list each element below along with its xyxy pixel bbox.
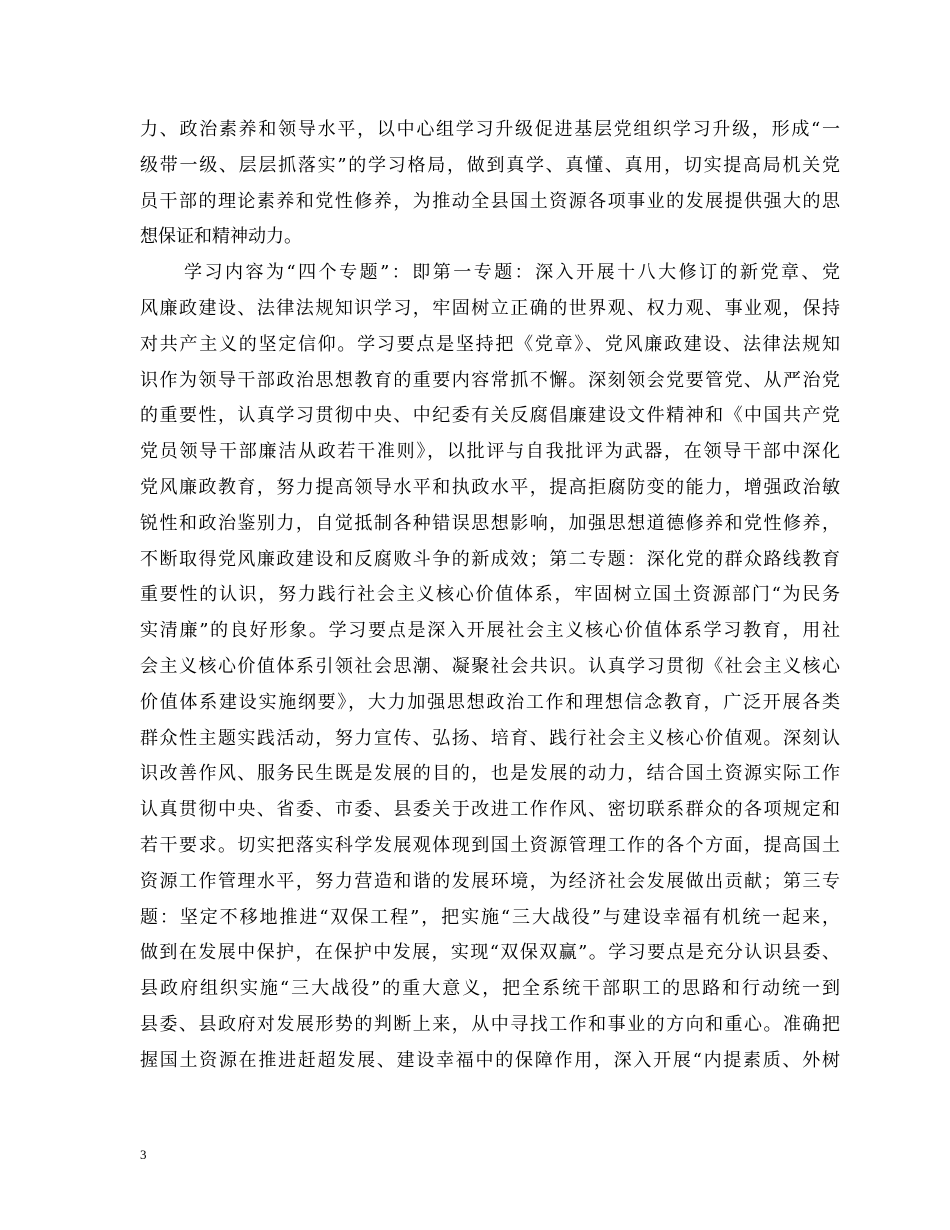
text-line: 对共产主义的坚定信仰。学习要点是坚持把《党章》、党风廉政建设、法律法规知 [140,333,840,355]
text-line: 不断取得党风廉政建设和反腐败斗争的新成效；第二专题：深化党的群众路线教育 [140,548,840,570]
text-line: 资源工作管理水平，努力营造和谐的发展环境，为经济社会发展做出贡献；第三专 [140,870,840,892]
body-text [140,112,840,1079]
text-line: 识改善作风、服务民生既是发展的目的，也是发展的动力，结合国土资源实际工作 [140,763,840,785]
text-line: 识作为领导干部政治思想教育的重要内容常抓不懈。深刻领会党要管党、从严治党 [140,369,840,391]
text-line: 党员领导干部廉洁从政若干准则》，以批评与自我批评为武器，在领导干部中深化 [140,441,840,463]
text-line: 党风廉政教育，努力提高领导水平和执政水平，提高拒腐防变的能力，增强政治敏 [140,476,840,498]
text-line: 力、政治素养和领导水平，以中心组学习升级促进基层党组织学习升级，形成“一 [140,119,840,140]
text-line: 实清廉”的良好形象。学习要点是深入开展社会主义核心价值体系学习教育，用社 [140,620,840,642]
text-line: 员干部的理论素养和党性修养，为推动全县国土资源各项事业的发展提供强大的思 [140,190,840,212]
text-line: 重要性的认识，努力践行社会主义核心价值体系，牢固树立国土资源部门“为民务 [140,584,840,606]
text-line: 价值体系建设实施纲要》，大力加强思想政治工作和理想信念教育，广泛开展各类 [140,691,840,713]
text-line: 想保证和精神动力。 [140,226,302,248]
text-line: 县委、县政府对发展形势的判断上来，从中寻找工作和事业的方向和重心。准确把 [140,1013,840,1035]
text-line: 锐性和政治鉴别力，自觉抵制各种错误思想影响，加强思想道德修养和党性修养， [140,512,840,534]
text-line: 握国土资源在推进赶超发展、建设幸福中的保障作用，深入开展“内提素质、外树 [140,1049,840,1071]
text-line: 的重要性，认真学习贯彻中央、中纪委有关反腐倡廉建设文件精神和《中国共产党 [140,405,840,427]
text-line: 会主义核心价值体系引领社会思潮、凝聚社会共识。认真学习贯彻《社会主义核心 [140,655,840,677]
text-line: 认真贯彻中央、省委、市委、县委关于改进工作作风、密切联系群众的各项规定和 [140,799,840,821]
text-line: 若干要求。切实把落实科学发展观体现到国土资源管理工作的各个方面，提高国土 [140,834,840,856]
text-line: 县政府组织实施“三大战役”的重大意义，把全系统干部职工的思路和行动统一到 [140,978,840,1000]
text-line: 群众性主题实践活动，努力宣传、弘扬、培育、践行社会主义核心价值观。深刻认 [140,727,840,749]
text-line: 题：坚定不移地推进“双保工程”，把实施“三大战役”与建设幸福有机统一起来， [140,906,840,928]
text-line: 做到在发展中保护，在保护中发展，实现“双保双赢”。学习要点是充分认识县委、 [140,942,840,964]
text-line: 级带一级、层层抓落实”的学习格局，做到真学、真懂、真用，切实提高局机关党 [140,154,840,176]
page-number: 3 [140,1147,147,1162]
text-line: 学习内容为“四个专题”：即第一专题：深入开展十八大修订的新党章、党 [184,262,840,284]
text-line: 风廉政建设、法律法规知识学习，牢固树立正确的世界观、权力观、事业观，保持 [140,297,840,319]
